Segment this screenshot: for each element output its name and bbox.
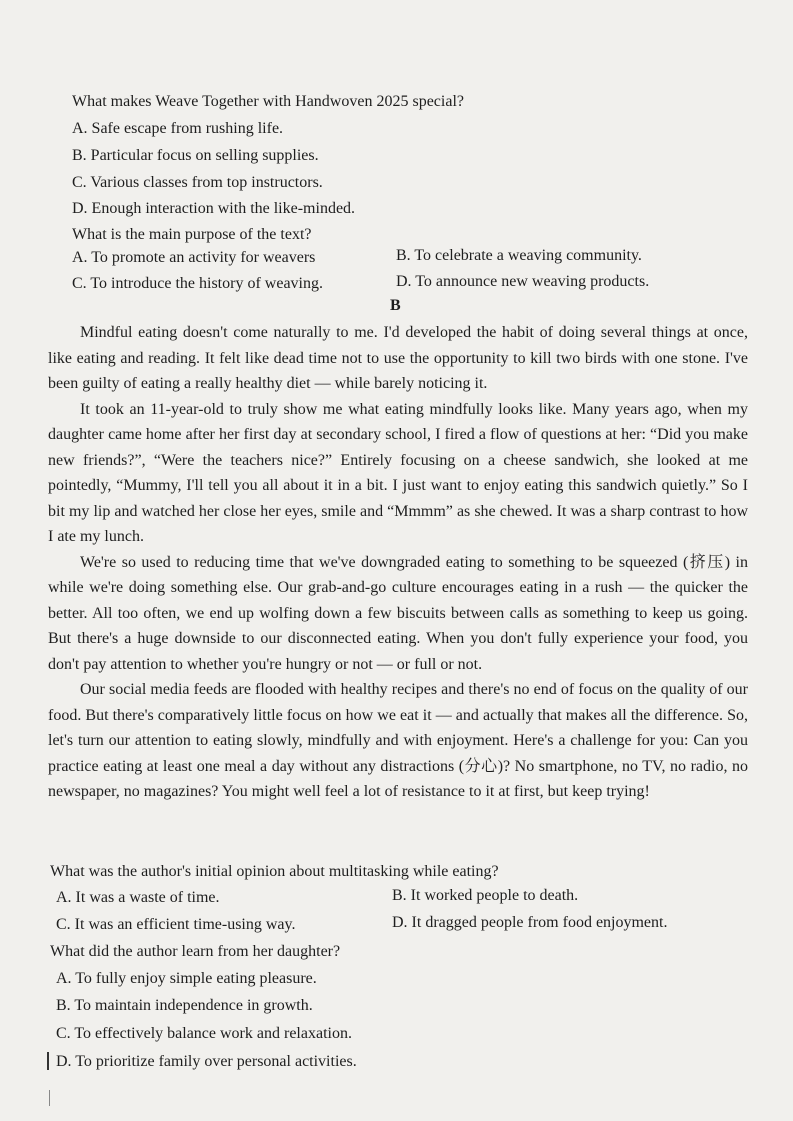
question-stem: What is the main purpose of the text? [72, 226, 312, 243]
option-d: D. To prioritize family over personal activities. [56, 1053, 357, 1070]
option-a: A. To promote an activity for weavers [72, 249, 316, 266]
option-a: A. Safe escape from rushing life. [72, 120, 284, 137]
section-heading: B [390, 297, 401, 314]
passage-paragraph: Our social media feeds are flooded with healthy recipes and there's no end of focus on the quality of our food. But there's comparatively little focus on how we eat it — and actually that makes all the difference. So, let's turn our attention to eating slowly, mindfully and with enjoyment. Here's a challenge for you: Can you practice eating at least one meal a day without any distractions (分心)? No smartphone, no TV, no radio, no newspaper, no magazines? You might well feel a lot of resistance to it at first, but keep trying! [48, 681, 748, 800]
option-b: B. To maintain independence in growth. [56, 997, 313, 1014]
option-c: C. It was an efficient time-using way. [56, 916, 296, 933]
margin-mark [49, 1090, 50, 1106]
question-stem: What did the author learn from her daughter? [50, 943, 341, 960]
question-stem: What was the author's initial opinion about multitasking while eating? [50, 863, 499, 880]
option-a: A. To fully enjoy simple eating pleasure. [56, 970, 317, 987]
option-d: D. It dragged people from food enjoyment. [392, 914, 668, 931]
question-stem: What makes Weave Together with Handwoven 2025 special? [72, 93, 464, 110]
option-d: D. To announce new weaving products. [396, 273, 650, 290]
option-c: C. To effectively balance work and relaxation. [56, 1025, 352, 1042]
passage [48, 320, 748, 805]
margin-mark [47, 1052, 49, 1070]
option-d: D. Enough interaction with the like-minded. [72, 200, 356, 217]
option-b: B. It worked people to death. [392, 887, 579, 904]
option-c: C. Various classes from top instructors. [72, 174, 323, 191]
passage-paragraph: We're so used to reducing time that we've downgraded eating to something to be squeezed (挤压) in while we're doing something else. Our grab-and-go culture encourages eating in a rush — the quicker the better. All too often, we end up wolfing down a few biscuits between calls as something to keep us going. But there's a huge downside to our disconnected eating. When you don't fully experience your food, you don't pay attention to whether you're hungry or not — or full or not. [48, 553, 748, 673]
option-c: C. To introduce the history of weaving. [72, 275, 323, 292]
option-b: B. To celebrate a weaving community. [396, 247, 642, 264]
option-b: B. Particular focus on selling supplies. [72, 147, 319, 164]
passage-paragraph: It took an 11-year-old to truly show me what eating mindfully looks like. Many years ago, when my daughter came home after her first day at secondary school, I fired a flow of questions at her: “Did you make new friends?”, “Were the teachers nice?” Entirely focusing on a cheese sandwich, she looked at me pointedly, “Mummy, I'll tell you all about it in a bit. I just want to enjoy eating this sandwich quietly.” So I bit my lip and watched her close her eyes, smile and “Mmmm” as she chewed. It was a sharp contrast to how I ate my lunch. [48, 400, 748, 545]
passage-paragraph: Mindful eating doesn't come naturally to me. I'd developed the habit of doing several things at once, like eating and reading. It felt like dead time not to use the opportunity to kill two birds with one stone. I've been guilty of eating a really healthy diet — while barely noticing it. [48, 324, 748, 392]
option-a: A. It was a waste of time. [56, 889, 220, 906]
